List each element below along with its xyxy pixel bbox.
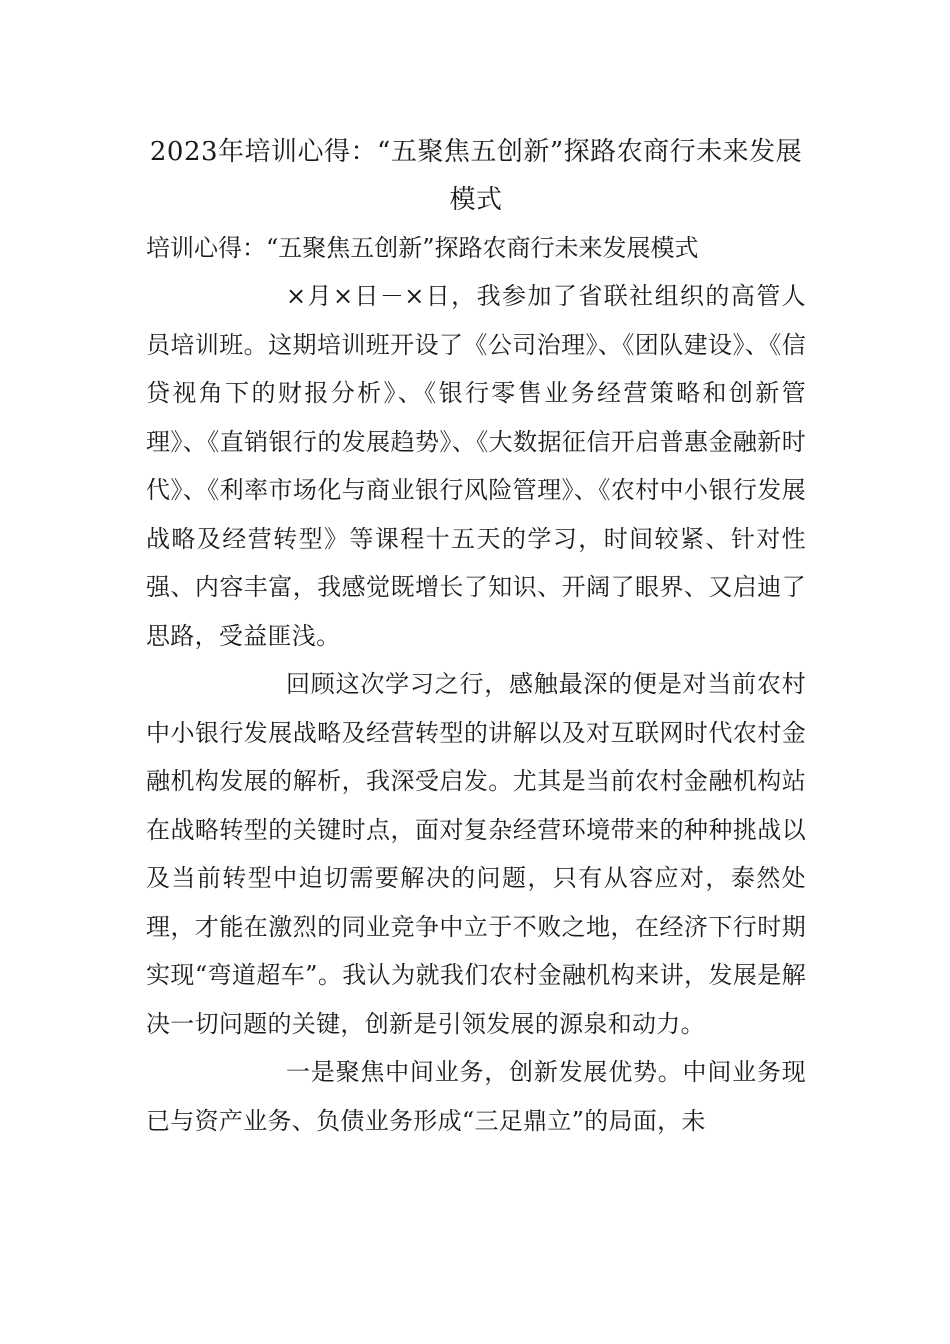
document-page bbox=[146, 128, 806, 1145]
document-title: 2023年培训心得：“五聚焦五创新”探路农商行未来发展模式 bbox=[149, 137, 803, 215]
paragraph-2: 回顾这次学习之行，感触最深的便是对当前农村中小银行发展战略及经营转型的讲解以及对互联网时代农村金融机构发展的解析，我深受启发。尤其是当前农村金融机构站在战略转型的关键时点，面对复杂经营环境带来的种种挑战以及当前转型中迫切需要解决的问题，只有从容应对，泰然处理，才能在激烈的同业竞争中立于不败之地，在经济下行时期实现“弯道超车”。我认为就我们农村金融机构来讲，发展是解决一切问题的关键，创新是引领发展的源泉和动力。 bbox=[146, 670, 806, 1038]
paragraph-1: ×月×日－×日，我参加了省联社组织的高管人员培训班。这期培训班开设了《公司治理》、《团队建设》、《信贷视角下的财报分析》、《银行零售业务经营策略和创新管理》、《直销银行的发展趋势》、《大数据征信开启普惠金融新时代》、《利率市场化与商业银行风险管理》、《农村中小银行发展战略及经营转型》等课程十五天的学习，时间较紧、针对性强、内容丰富，我感觉既增长了知识、开阔了眼界、又启迪了思路，受益匪浅。 bbox=[146, 282, 806, 650]
document-subtitle: 培训心得：“五聚焦五创新”探路农商行未来发展模式 bbox=[146, 234, 699, 262]
paragraph-3: 一是聚焦中间业务，创新发展优势。中间业务现已与资产业务、负债业务形成“三足鼎立”的局面，未 bbox=[146, 1058, 806, 1135]
